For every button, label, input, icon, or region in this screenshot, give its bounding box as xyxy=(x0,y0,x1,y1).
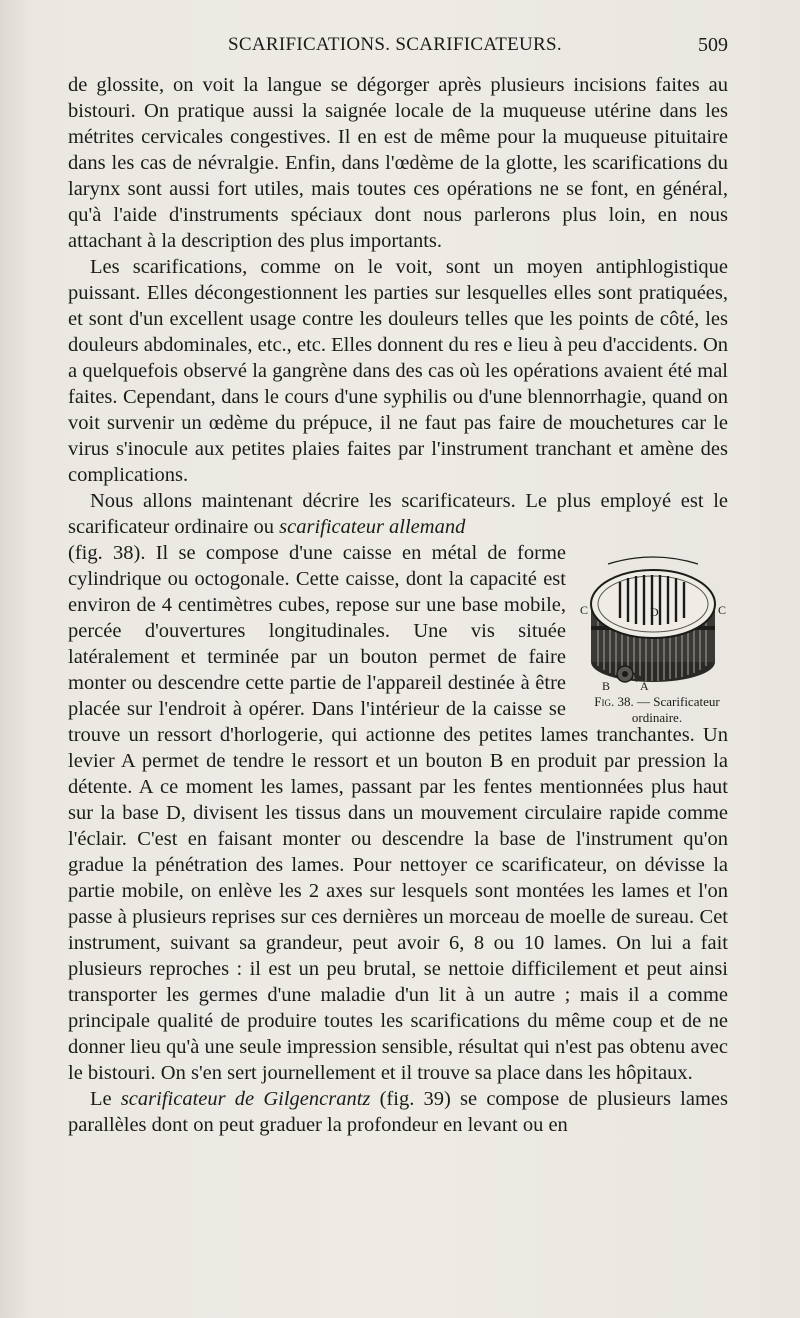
paragraph-4-rest: (fig. 39) se compose de plusieurs lames parallèles dont on peut graduer la profondeur en levant ou en xyxy=(68,1088,728,1136)
figure-letter-d: D xyxy=(650,605,659,619)
page-number: 509 xyxy=(698,34,728,56)
page-header xyxy=(68,34,728,64)
figure-letter-b: B xyxy=(602,679,611,692)
figure-caption-text: — Scarificateur ordinaire. xyxy=(631,694,720,725)
paragraph-3-intro xyxy=(68,488,728,540)
running-title: SCARIFICATIONS. SCARIFICATEURS. xyxy=(228,34,562,55)
figure-letter-a: A xyxy=(640,679,649,692)
paragraph-4 xyxy=(68,1086,728,1138)
paragraph-1: de glossite, on voit la langue se dégorger après plusieurs incisions faites au bistouri. On pratique aussi la saignée locale de la muqueuse utérine dans les métrites cervicales congestives. Il en est de même pour la muqueuse pituitaire dans les cas de névralgie. Enfin, dans l'œdème de la glotte, les scarifications du larynx sont aussi fort utiles, mais toutes ces opérations ne se font, en général, qu'à l'aide d'instruments spéciaux dont nous parlerons plus loin, en nous attachant à la description des plus importants. xyxy=(68,74,728,252)
paragraph-4-start: Le xyxy=(90,1088,112,1110)
figure-38 xyxy=(578,544,728,725)
body-text xyxy=(68,72,728,1138)
scarificateur-allemand-term: scarificateur allemand xyxy=(279,516,466,538)
figure-letter-c-left: C xyxy=(580,603,589,617)
paragraph-3-body: (fig. 38). Il se compose d'une caisse en métal de forme cylindrique ou octogonale. Cette caisse, dont la capacité est environ de 4 centimètres cubes, repose sur une base mobile, percée d'ouvertures longitudinales. Une vis située latéralement et terminée par un bouton permet de faire monter ou descendre cette partie de l'appareil destinée à être placée sur l'endroit à opérer. Dans l'intérieur de la caisse se trouve un ressort d'horlogerie, qui actionne des petites lames tranchantes. Un levier A permet de tendre le ressort et un bouton B en produit par pression la détente. A ce moment les lames, passant par les fentes mentionnées plus haut sur la base D, divisent les tissus dans un mouvement circulaire rapide comme l'éclair. C'est en faisant monter ou descendre la base de l'instrument qu'on gradue la pénétration des lames. Pour nettoyer ce scarificateur, on dévisse la partie mobile, on enlève les 2 axes sur lesquels sont montées les lames et l'on passe à plusieurs reprises sur ces dernières un morceau de moelle de sureau. Cet instrument, suivant sa grandeur, peut avoir 6, 8 ou 10 lames. On lui a fait plusieurs reproches : il est un peu brutal, se nettoie difficilement et peut ainsi transporter les germes d'une maladie d'un lit à un autre ; mais il a comme principale qualité de produire toutes les scarifications du même coup et de ne donner lieu qu'à une seule impression sensible, résultat qui n'est pas obtenu avec le bistouri. On s'en sert journellement et il trouve sa place dans les hôpitaux. xyxy=(68,542,728,1084)
figure-caption xyxy=(584,694,730,726)
paragraph-3-intro-text: Nous allons maintenant décrire les scarificateurs. Le plus employé est le scarificateur ordinaire ou xyxy=(68,490,728,538)
scarificateur-illustration-icon xyxy=(578,544,728,692)
figure-label: Fig. 38. xyxy=(594,694,634,709)
scarificateur-gilgencrantz-term: scarificateur de Gilgencrantz xyxy=(120,1088,371,1110)
paragraph-2: Les scarifications, comme on le voit, sont un moyen antiphlogistique puissant. Elles décongestionnent les parties sur lesquelles elles sont pratiquées, et sont d'un excellent usage contre les douleurs telles que les points de côté, les douleurs abdominales, etc., etc. Elles donnent du res e lieu à peu d'accidents. On a quelquefois observé la gangrène dans des cas où les opérations avaient été mal faites. Cependant, dans le cours d'une syphilis ou d'une blennorrhagie, quand on voit survenir un œdème du prépuce, il ne faut pas faire de mouchetures car le virus s'inocule aux petites plaies faites par l'instrument tranchant et amène des complications. xyxy=(68,256,728,486)
figure-letter-c-right: C xyxy=(718,603,727,617)
